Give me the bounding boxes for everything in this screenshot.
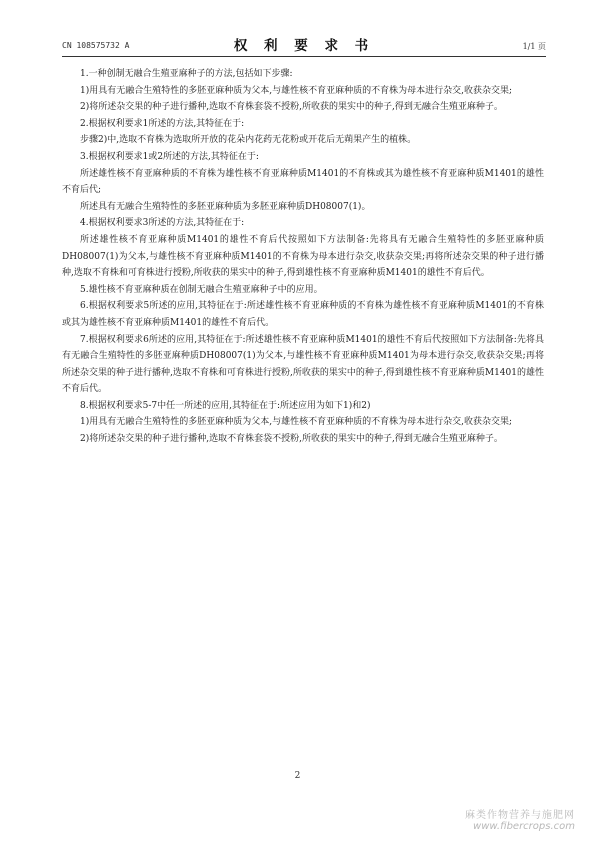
header-rule (62, 56, 546, 57)
claim-paragraph: 2)将所述杂交果的种子进行播种,选取不育株套袋不授粉,所收获的果实中的种子,得到无融合生殖亚麻种子。 (80, 102, 503, 113)
claim-paragraph: 所述具有无融合生殖特性的多胚亚麻种质为多胚亚麻种质DH08007(1)。 (80, 201, 371, 212)
claims-body (62, 66, 544, 448)
claim-paragraph: 1)用具有无融合生殖特性的多胚亚麻种质为父本,与雄性核不育亚麻种质的不育株为母本进行杂交,收获杂交果; (80, 417, 512, 428)
patent-number: CN 108575732 A (62, 41, 130, 50)
document-header (62, 34, 546, 54)
page-number: 2 (294, 771, 301, 781)
watermark-site-name: 麻类作物营养与施肥网 (465, 810, 575, 821)
claim-paragraph: 所述雄性核不育亚麻种质的不育株为雄性核不育亚麻种质M1401的不育株或其为雄性核不育亚麻种质M1401的雄性不育后代; (62, 168, 544, 196)
claim-paragraph: 6.根据权利要求5所述的应用,其特征在于:所述雄性核不育亚麻种质的不育株为雄性核不育亚麻种质M1401的不育株或其为雄性核不育亚麻种质M1401的雄性不育后代。 (62, 301, 544, 328)
claim-paragraph: 1.一种创制无融合生殖亚麻种子的方法,包括如下步骤: (80, 69, 293, 79)
watermark-url: www.fibercrops.com (473, 821, 575, 832)
claim-paragraph: 8.根据权利要求5-7中任一所述的应用,其特征在于:所述应用为如下1)和2) (80, 400, 371, 411)
claim-paragraph: 7.根据权利要求6所述的应用,其特征在于:所述雄性核不育亚麻种质M1401的雄性不育后代按照如下方法制备:先将具有无融合生殖特性的多胚亚麻种质DH08007(1)为父本,与雄性核不育亚麻种质M1401为母本进行杂交,收获杂交果;再将所述杂交果的种子进行播种,选取不育株和可育株进行授粉,所收获的果实中的种子,得到雄性核不育亚麻种质M1401的雄性不育后代。 (62, 334, 544, 395)
claim-paragraph: 1)用具有无融合生殖特性的多胚亚麻种质为父本,与雄性核不育亚麻种质的不育株为母本进行杂交,收获杂交果; (80, 85, 512, 96)
claim-paragraph: 2.根据权利要求1所述的方法,其特征在于: (80, 118, 245, 129)
claim-paragraph: 5.雄性核不育亚麻种质在创制无融合生殖亚麻种子中的应用。 (80, 284, 323, 295)
claim-paragraph: 4.根据权利要求3所述的方法,其特征在于: (80, 218, 245, 229)
page-info: 1/1 页 (522, 42, 546, 51)
claim-paragraph: 所述雄性核不育亚麻种质M1401的雄性不育后代按照如下方法制备:先将具有无融合生殖特性的多胚亚麻种质DH08007(1)为父本,与雄性核不育亚麻种质M1401的不育株为母本进行杂交,收获杂交果;再将所述杂交果的种子进行播种,选取不育株和可育株进行授粉,所收获的果实中的种子,得到雄性核不育亚麻种质M1401的雄性不育后代。 (62, 234, 544, 279)
document-title: 权 利 要 求 书 (233, 38, 375, 54)
site-watermark (465, 806, 575, 832)
claim-paragraph: 步骤2)中,选取不育株为选取所开放的花朵内花药无花粉或开花后无蒴果产生的植株。 (80, 135, 417, 146)
claim-paragraph: 3.根据权利要求1或2所述的方法,其特征在于: (80, 151, 259, 162)
claim-paragraph: 2)将所述杂交果的种子进行播种,选取不育株套袋不授粉,所收获的果实中的种子,得到无融合生殖亚麻种子。 (80, 434, 503, 445)
